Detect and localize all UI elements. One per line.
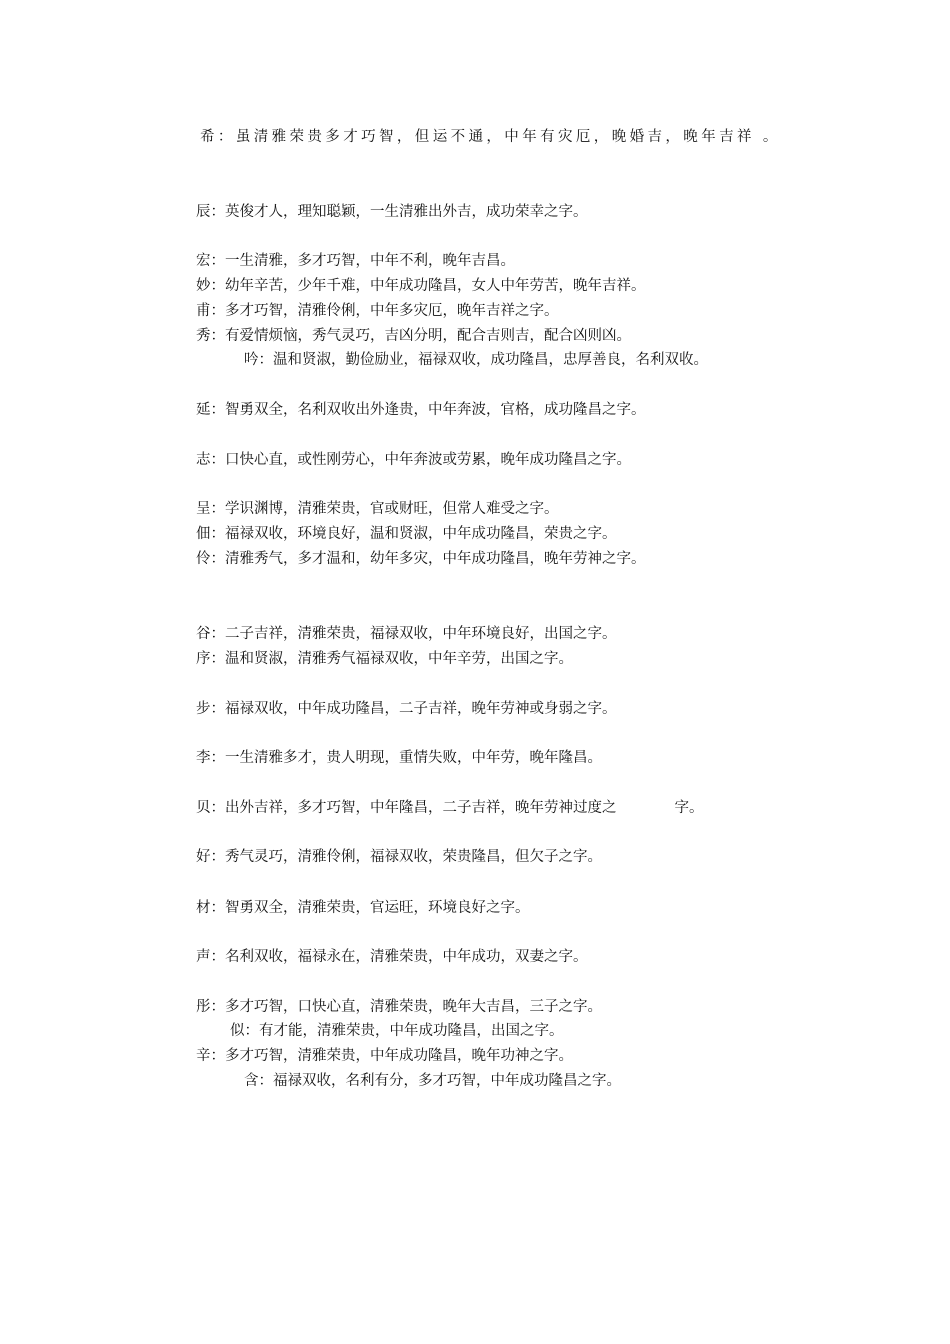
entry-text: 多才巧智，清雅伶俐，中年多灾厄，晚年吉祥之字。 bbox=[225, 303, 559, 319]
entry-separator: ： bbox=[210, 303, 225, 319]
entry-char: 甫 bbox=[196, 303, 211, 319]
entry-hong bbox=[196, 251, 515, 271]
entry-text: 学识渊博，清雅荣贵，官或财旺，但常人难受之字。 bbox=[225, 501, 559, 517]
entry-separator: ： bbox=[210, 501, 225, 517]
entry-char: 声 bbox=[196, 949, 211, 965]
entry-separator: ： bbox=[244, 1023, 259, 1039]
entry-char: 辰 bbox=[196, 204, 211, 220]
entry-char: 呈 bbox=[196, 501, 211, 517]
entry-text: 有才能，清雅荣贵，中年成功隆昌，出国之字。 bbox=[259, 1023, 564, 1039]
entry-separator: ： bbox=[210, 701, 225, 717]
entry-char: 步 bbox=[196, 701, 211, 717]
entry-char: 序 bbox=[196, 651, 211, 667]
entry-gu bbox=[196, 624, 617, 644]
entry-text: 一生清雅多才，贵人明现，重情失败，中年劳，晚年隆昌。 bbox=[225, 750, 602, 766]
entry-miao bbox=[196, 276, 646, 296]
entry-separator: ： bbox=[258, 1073, 273, 1089]
entry-separator: ： bbox=[210, 253, 225, 269]
entry-char: 妙 bbox=[196, 278, 211, 294]
entry-separator: ： bbox=[210, 278, 225, 294]
entry-char: 佃 bbox=[196, 526, 211, 542]
entry-text: 多才巧智，口快心直，清雅荣贵，晚年大吉昌，三子之字。 bbox=[225, 999, 602, 1015]
entry-char: 彤 bbox=[196, 999, 211, 1015]
entry-text-tail: 字。 bbox=[674, 800, 704, 816]
entry-text: 智勇双全，清雅荣贵，官运旺，环境良好之字。 bbox=[225, 900, 530, 916]
entry-separator: ： bbox=[210, 999, 225, 1015]
entry-char: 似 bbox=[230, 1023, 245, 1039]
entry-text: 福禄双收，中年成功隆昌，二子吉祥，晚年劳神或身弱之字。 bbox=[225, 701, 617, 717]
entry-xi bbox=[200, 127, 781, 147]
entry-separator: ： bbox=[210, 328, 225, 344]
entry-char: 好 bbox=[196, 849, 211, 865]
entry-char: 贝 bbox=[196, 800, 211, 816]
entry-char: 材 bbox=[196, 900, 211, 916]
entry-char: 志 bbox=[196, 452, 211, 468]
entry-text: 温和贤淑，勤俭励业，福禄双收，成功隆昌，忠厚善良，名利双收。 bbox=[273, 352, 708, 368]
entry-char: 宏 bbox=[196, 253, 211, 269]
entry-tong bbox=[196, 997, 602, 1017]
entry-text: 一生清雅，多才巧智，中年不利，晚年吉昌。 bbox=[225, 253, 515, 269]
entry-ling bbox=[196, 549, 646, 569]
entry-cai bbox=[196, 898, 530, 918]
entry-char: 含 bbox=[244, 1073, 259, 1089]
entry-separator: ： bbox=[210, 750, 225, 766]
entry-separator: ： bbox=[210, 402, 225, 418]
entry-separator: ： bbox=[210, 1048, 225, 1064]
entry-text: 清雅秀气，多才温和，幼年多灾，中年成功隆昌，晚年劳神之字。 bbox=[225, 551, 646, 567]
entry-si bbox=[230, 1021, 564, 1041]
entry-xiu bbox=[196, 326, 631, 346]
entry-text: 虽清雅荣贵多才巧智，但运不通，中年有灾厄，晚婚吉，晚年吉祥 。 bbox=[235, 129, 781, 145]
entry-separator: ： bbox=[258, 352, 273, 368]
entry-char: 谷 bbox=[196, 626, 211, 642]
entry-xu bbox=[196, 649, 573, 669]
entry-separator: ： bbox=[210, 526, 225, 542]
entry-text: 二子吉祥，清雅荣贵，福禄双收，中年环境良好，出国之字。 bbox=[225, 626, 617, 642]
entry-fu bbox=[196, 301, 559, 321]
entry-char: 伶 bbox=[196, 551, 211, 567]
entry-char: 延 bbox=[196, 402, 211, 418]
entry-char: 秀 bbox=[196, 328, 211, 344]
entry-text: 英俊才人，理知聪颖，一生清雅出外吉，成功荣幸之字。 bbox=[225, 204, 588, 220]
entry-sheng bbox=[196, 947, 588, 967]
entry-text: 有爱情烦恼，秀气灵巧，吉凶分明，配合吉则吉，配合凶则凶。 bbox=[225, 328, 631, 344]
entry-zhi bbox=[196, 450, 631, 470]
entry-yan bbox=[196, 400, 646, 420]
entry-separator: ： bbox=[210, 626, 225, 642]
entry-char: 吟 bbox=[244, 352, 259, 368]
entry-text: 幼年辛苦，少年千难，中年成功隆昌，女人中年劳苦，晚年吉祥。 bbox=[225, 278, 646, 294]
entry-text: 智勇双全，名利双收出外逢贵，中年奔波，官格，成功隆昌之字。 bbox=[225, 402, 646, 418]
entry-text: 出外吉祥，多才巧智，中年隆昌，二子吉祥，晚年劳神过度之 bbox=[225, 800, 617, 816]
entry-char: 希 bbox=[200, 129, 218, 145]
entry-char: 李 bbox=[196, 750, 211, 766]
entry-bu bbox=[196, 699, 617, 719]
entry-separator: ： bbox=[210, 849, 225, 865]
entry-text: 多才巧智，清雅荣贵，中年成功隆昌，晚年功神之字。 bbox=[225, 1048, 573, 1064]
entry-separator: ： bbox=[210, 551, 225, 567]
entry-separator: ： bbox=[210, 800, 225, 816]
entry-cheng bbox=[196, 499, 559, 519]
entry-xin bbox=[196, 1046, 573, 1066]
entry-separator: ： bbox=[210, 651, 225, 667]
entry-text: 温和贤淑，清雅秀气福禄双收，中年辛劳，出国之字。 bbox=[225, 651, 573, 667]
entry-separator: ： bbox=[210, 900, 225, 916]
entry-text: 口快心直，或性刚劳心，中年奔波或劳累，晚年成功隆昌之字。 bbox=[225, 452, 631, 468]
entry-separator: ： bbox=[210, 452, 225, 468]
entry-text: 福禄双收，环境良好，温和贤淑，中年成功隆昌，荣贵之字。 bbox=[225, 526, 617, 542]
entry-separator: ： bbox=[210, 949, 225, 965]
entry-separator: ： bbox=[210, 204, 225, 220]
entry-chen bbox=[196, 202, 588, 222]
entry-separator: ： bbox=[217, 129, 236, 145]
entry-text: 名利双收，福禄永在，清雅荣贵，中年成功，双妻之字。 bbox=[225, 949, 588, 965]
entry-bei bbox=[196, 798, 704, 818]
entry-text: 福禄双收，名利有分，多才巧智，中年成功隆昌之字。 bbox=[273, 1073, 621, 1089]
entry-text: 秀气灵巧，清雅伶俐，福禄双收，荣贵隆昌，但欠子之字。 bbox=[225, 849, 602, 865]
entry-dian bbox=[196, 524, 617, 544]
entry-han bbox=[244, 1071, 621, 1091]
entry-hao bbox=[196, 847, 602, 867]
entry-char: 辛 bbox=[196, 1048, 211, 1064]
entry-yin bbox=[244, 350, 708, 370]
entry-li bbox=[196, 748, 602, 768]
